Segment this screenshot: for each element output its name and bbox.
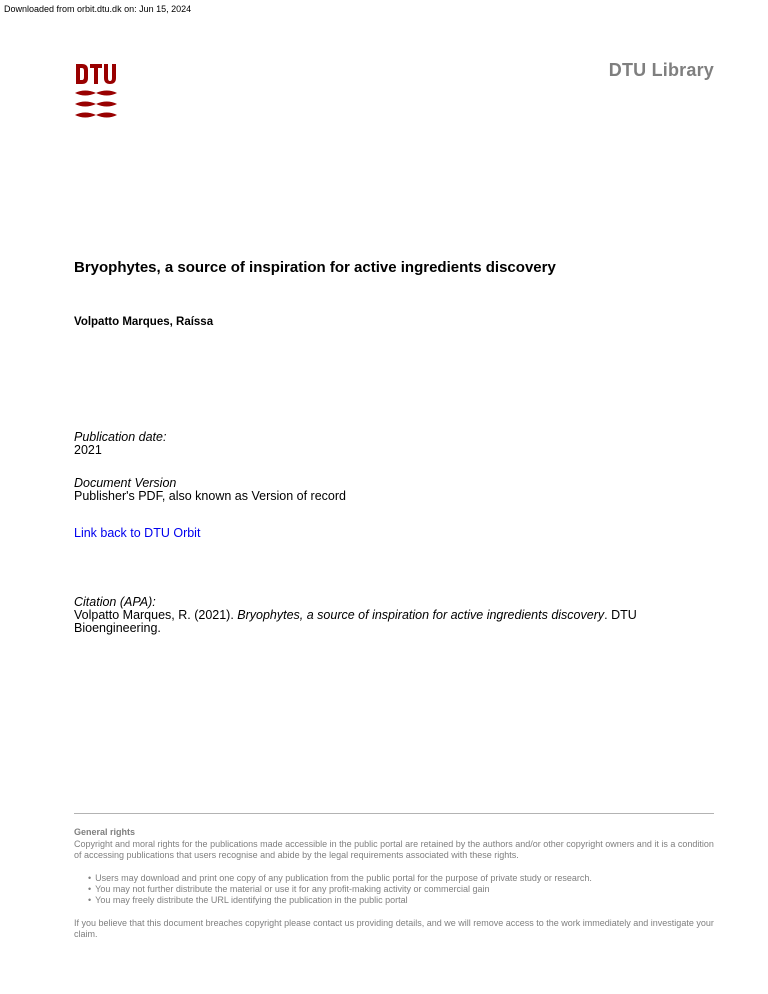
- document-version-label: Document Version: [74, 476, 177, 490]
- rights-heading: General rights: [74, 827, 136, 837]
- author: Volpatto Marques, Raíssa: [74, 316, 214, 328]
- claim-text: If you believe that this document breaches copyright please contact us providing details, and we will remove access to the work immediately and investigate your claim.: [74, 918, 714, 939]
- divider: [74, 813, 714, 814]
- citation-label: Citation (APA):: [74, 595, 156, 609]
- orbit-link[interactable]: Link back to DTU Orbit: [74, 526, 201, 540]
- publication-date-label: Publication date:: [74, 430, 167, 444]
- citation-suffix: . DTU Bioengineering.: [74, 608, 637, 635]
- rights-list-item: • You may not further distribute the material or use it for any profit-making activity or commercial gain: [88, 884, 592, 895]
- publication-title: Bryophytes, a source of inspiration for active ingredients discovery: [74, 259, 556, 276]
- citation-text: [74, 609, 674, 635]
- rights-list-item: • You may freely distribute the URL identifying the publication in the public portal: [88, 895, 592, 906]
- library-name: DTU Library: [608, 60, 714, 80]
- document-version-value: Publisher's PDF, also known as Version of record: [74, 489, 346, 503]
- rights-list: [88, 873, 592, 906]
- rights-list-item: • Users may download and print one copy of any publication from the public portal for the purpose of private study or research.: [88, 873, 592, 884]
- dtu-logo: [74, 62, 118, 124]
- citation-prefix: Volpatto Marques, R. (2021).: [74, 608, 238, 622]
- publication-date-value: 2021: [74, 443, 102, 457]
- download-note: Downloaded from orbit.dtu.dk on: Jun 15, 2024: [4, 4, 192, 14]
- rights-text: Copyright and moral rights for the publications made accessible in the public portal are retained by the authors and/or other copyright owners and it is a condition of accessing publications that users recognise and abide by the legal requirements associated with these rights.: [74, 839, 714, 860]
- citation-title: Bryophytes, a source of inspiration for active ingredients discovery: [237, 608, 605, 622]
